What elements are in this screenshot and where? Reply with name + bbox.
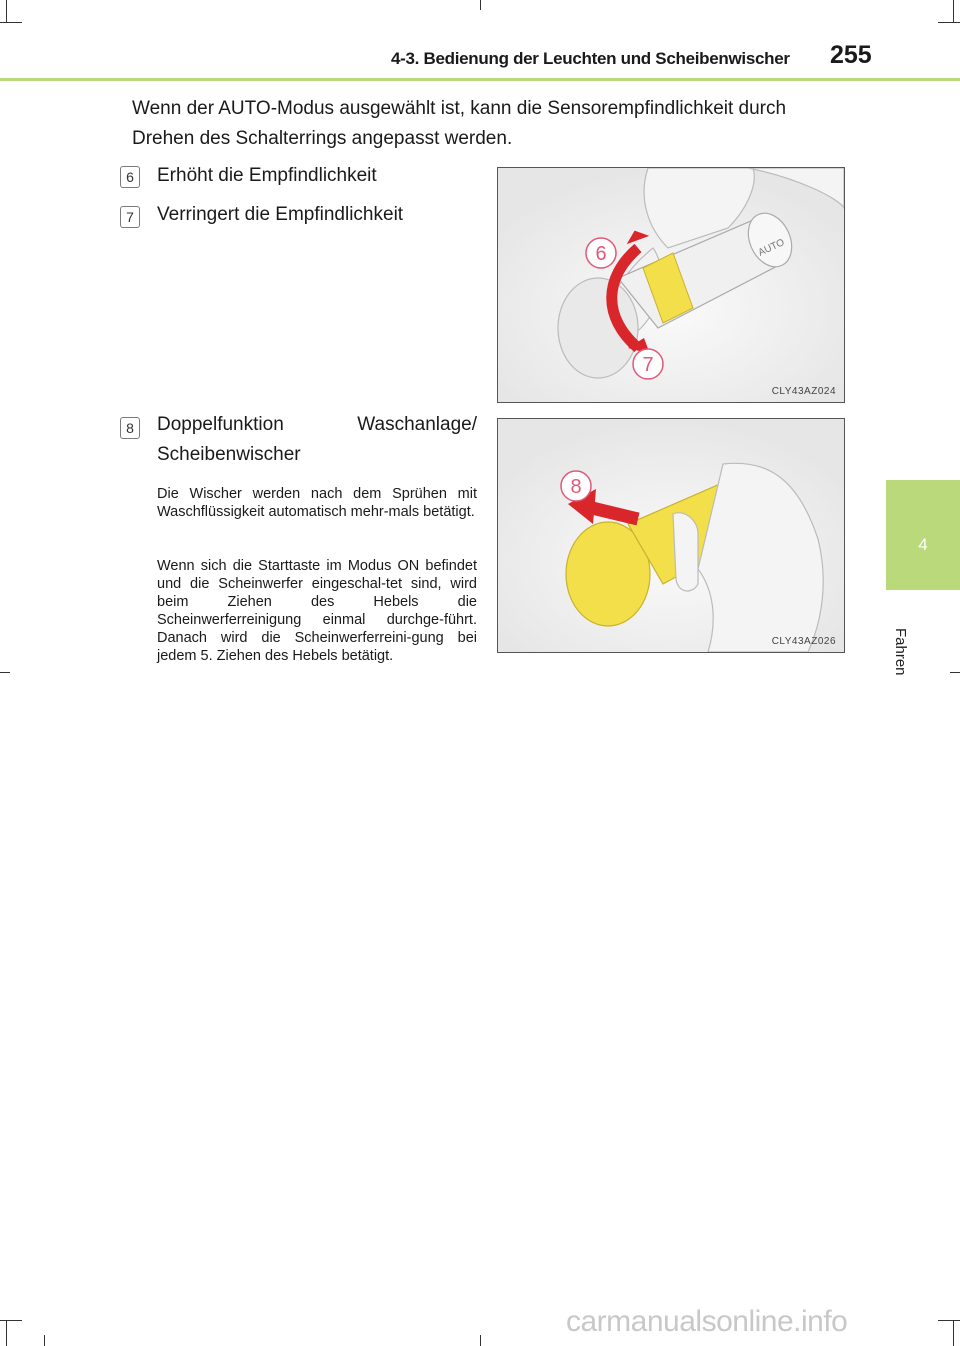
chapter-tab xyxy=(886,480,960,590)
crop-mark xyxy=(938,22,960,23)
crop-mark xyxy=(0,1320,22,1321)
figure-sensitivity-illustration xyxy=(498,168,844,402)
callout-6: 6 xyxy=(595,243,607,265)
figure-code: CLY43AZ026 xyxy=(771,636,836,647)
item-8-word-1: Doppelfunktion xyxy=(157,414,284,435)
item-marker-6: 6 xyxy=(120,166,140,188)
crop-mark xyxy=(938,1320,960,1321)
paragraph-headlamp-cleaner: Wenn sich die Starttaste im Modus ON befindet und die Scheinwerfer eingeschal-tet sind, wird beim Ziehen des Hebels die Scheinwerferreinigung einmal durchge-führt. Danach wird die Scheinwerferreini-gung bei jedem 5. Ziehen des Hebels betätigt. xyxy=(157,558,477,664)
item-8-text-line2: Scheibenwischer xyxy=(157,444,301,465)
item-marker-8: 8 xyxy=(120,417,140,439)
crop-mark xyxy=(950,672,960,673)
intro-text: Wenn der AUTO-Modus ausgewählt ist, kann die Sensorempfindlichkeit durch Drehen des Schalterrings angepasst werden. xyxy=(132,98,787,149)
crop-mark xyxy=(0,22,22,23)
callout-7: 7 xyxy=(642,354,654,376)
figure-code: CLY43AZ024 xyxy=(771,386,836,397)
crop-mark xyxy=(953,1320,954,1346)
chapter-number: 4 xyxy=(918,535,928,554)
section-title: 4-3. Bedienung der Leuchten und Scheibenwischer xyxy=(391,49,790,68)
figure-washer-illustration xyxy=(498,419,844,652)
crop-mark xyxy=(6,0,7,22)
item-7-text: Verringert die Empfindlichkeit xyxy=(157,204,404,225)
crop-mark xyxy=(480,0,481,10)
figure-washer xyxy=(497,418,845,653)
paragraph-wiper: Die Wischer werden nach dem Sprühen mit Waschflüssigkeit automatisch mehr-mals betätigt. xyxy=(157,486,477,520)
item-8-text-line1 xyxy=(157,410,477,440)
crop-mark xyxy=(480,1335,481,1346)
switch-label: AUTO xyxy=(756,237,787,259)
callout-8: 8 xyxy=(570,476,582,498)
figure-sensitivity xyxy=(497,167,845,403)
watermark: carmanualsonline.info xyxy=(566,1305,848,1338)
chapter-label: Fahren xyxy=(892,628,909,676)
item-6-text: Erhöht die Empfindlichkeit xyxy=(157,165,377,186)
header-rule xyxy=(0,78,960,81)
crop-mark xyxy=(44,1335,45,1346)
page-number: 255 xyxy=(830,41,872,69)
crop-mark xyxy=(6,1320,7,1346)
crop-mark xyxy=(0,672,10,673)
crop-mark xyxy=(953,0,954,22)
item-marker-7: 7 xyxy=(120,206,140,228)
item-8-word-2: Waschanlage/ xyxy=(357,414,477,435)
